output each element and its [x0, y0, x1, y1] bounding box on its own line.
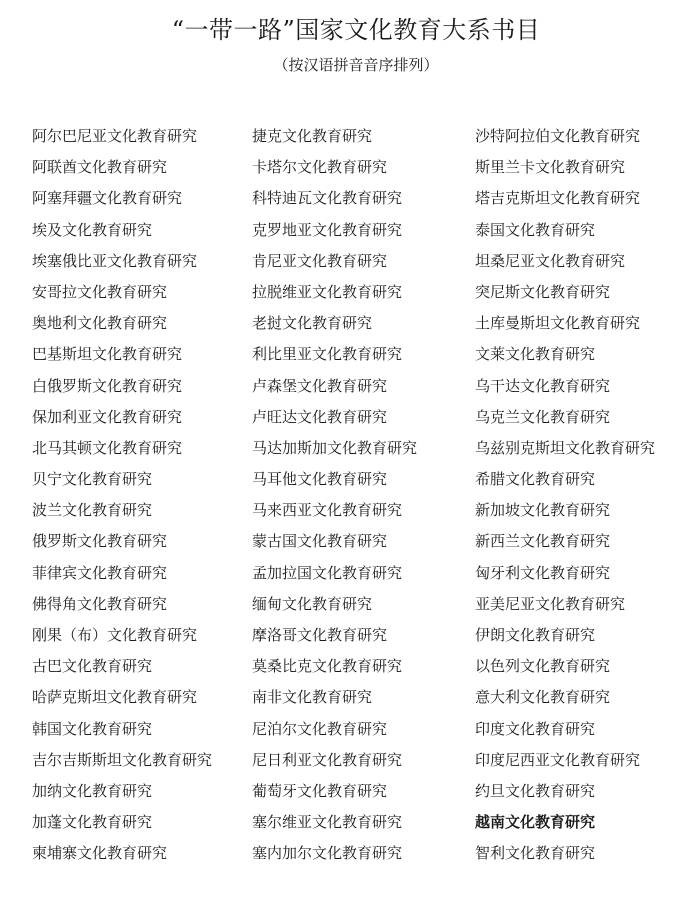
catalog-item: 利比里亚文化教育研究 — [252, 345, 403, 364]
catalog-item: 新加坡文化教育研究 — [475, 501, 611, 520]
catalog-item: 古巴文化教育研究 — [32, 657, 153, 676]
catalog-item: 科特迪瓦文化教育研究 — [252, 189, 403, 208]
catalog-item: 缅甸文化教育研究 — [252, 594, 373, 613]
catalog-item: 泰国文化教育研究 — [475, 220, 596, 239]
catalog-item: 土库曼斯坦文化教育研究 — [475, 314, 641, 333]
catalog-item: 越南文化教育研究 — [475, 813, 596, 832]
catalog-item: 哈萨克斯坦文化教育研究 — [32, 688, 198, 707]
page-subtitle: （按汉语拼音音序排列） — [273, 56, 439, 74]
catalog-item: 智利文化教育研究 — [475, 844, 596, 863]
catalog-item: 沙特阿拉伯文化教育研究 — [475, 127, 641, 145]
catalog-item: 老挝文化教育研究 — [252, 314, 373, 333]
catalog-item: 保加利亚文化教育研究 — [32, 407, 183, 426]
catalog-item: 坦桑尼亚文化教育研究 — [475, 251, 626, 270]
catalog-item: 捷克文化教育研究 — [252, 127, 373, 145]
catalog-item: 孟加拉国文化教育研究 — [252, 563, 403, 582]
catalog-item: 马来西亚文化教育研究 — [252, 501, 403, 520]
catalog-item: 拉脱维亚文化教育研究 — [252, 282, 403, 301]
catalog-item: 柬埔寨文化教育研究 — [32, 844, 168, 863]
catalog-item: 乌克兰文化教育研究 — [475, 407, 611, 426]
catalog-item: 文莱文化教育研究 — [475, 345, 596, 364]
catalog-item: 摩洛哥文化教育研究 — [252, 626, 388, 644]
catalog-item: 匈牙利文化教育研究 — [475, 563, 611, 582]
catalog-item: 卡塔尔文化教育研究 — [252, 158, 388, 177]
catalog-item: 约旦文化教育研究 — [475, 781, 596, 800]
catalog-column-2 — [252, 121, 417, 870]
catalog-item: 巴基斯坦文化教育研究 — [32, 345, 183, 364]
catalog-item: 北马其顿文化教育研究 — [32, 438, 183, 457]
catalog-item: 伊朗文化教育研究 — [475, 626, 596, 644]
catalog-item: 马达加斯加文化教育研究 — [252, 438, 418, 457]
page-header — [0, 10, 700, 76]
catalog-item: 加纳文化教育研究 — [32, 781, 153, 800]
catalog-item: 马耳他文化教育研究 — [252, 470, 388, 489]
catalog-item: 希腊文化教育研究 — [475, 470, 596, 489]
catalog-item: 佛得角文化教育研究 — [32, 594, 168, 613]
catalog-item: 斯里兰卡文化教育研究 — [475, 158, 626, 177]
catalog-column-3 — [475, 121, 655, 870]
catalog-item: 塔吉克斯坦文化教育研究 — [475, 189, 641, 208]
catalog-item: 印度尼西亚文化教育研究 — [475, 750, 641, 769]
catalog-item: 白俄罗斯文化教育研究 — [32, 376, 183, 395]
catalog-item: 阿塞拜疆文化教育研究 — [32, 189, 183, 208]
catalog-item: 新西兰文化教育研究 — [475, 532, 611, 551]
catalog-item: 韩国文化教育研究 — [32, 719, 153, 738]
catalog-item: 印度文化教育研究 — [475, 719, 596, 738]
catalog-item: 俄罗斯文化教育研究 — [32, 532, 168, 551]
catalog-item: 卢旺达文化教育研究 — [252, 407, 388, 426]
catalog-item: 塞内加尔文化教育研究 — [252, 844, 403, 863]
catalog-item: 刚果（布）文化教育研究 — [32, 626, 198, 644]
catalog-item: 埃塞俄比亚文化教育研究 — [32, 251, 198, 270]
catalog-item: 葡萄牙文化教育研究 — [252, 781, 388, 800]
catalog-item: 埃及文化教育研究 — [32, 220, 153, 239]
catalog-item: 亚美尼亚文化教育研究 — [475, 594, 626, 613]
catalog-item: 奥地利文化教育研究 — [32, 314, 168, 333]
catalog-item: 加蓬文化教育研究 — [32, 813, 153, 832]
catalog-item: 阿联酋文化教育研究 — [32, 158, 168, 177]
catalog-item: 阿尔巴尼亚文化教育研究 — [32, 127, 198, 145]
catalog-item: 南非文化教育研究 — [252, 688, 373, 707]
catalog-item: 吉尔吉斯斯坦文化教育研究 — [32, 750, 213, 769]
catalog-item: 卢森堡文化教育研究 — [252, 376, 388, 395]
catalog-item: 以色列文化教育研究 — [475, 657, 611, 676]
catalog-item: 乌干达文化教育研究 — [475, 376, 611, 395]
catalog-item: 菲律宾文化教育研究 — [32, 563, 168, 582]
catalog-item: 乌兹别克斯坦文化教育研究 — [475, 438, 656, 457]
catalog-item: 尼日利亚文化教育研究 — [252, 750, 403, 769]
catalog-item: 贝宁文化教育研究 — [32, 470, 153, 489]
catalog-item: 意大利文化教育研究 — [475, 688, 611, 707]
page-title: “一带一路”国家文化教育大系书目 — [171, 16, 541, 44]
catalog-item: 克罗地亚文化教育研究 — [252, 220, 403, 239]
catalog-item: 肯尼亚文化教育研究 — [252, 251, 388, 270]
catalog-item: 蒙古国文化教育研究 — [252, 532, 388, 551]
catalog-item: 安哥拉文化教育研究 — [32, 282, 168, 301]
catalog-item: 尼泊尔文化教育研究 — [252, 719, 388, 738]
catalog-item: 莫桑比克文化教育研究 — [252, 657, 403, 676]
catalog-item: 波兰文化教育研究 — [32, 501, 153, 520]
catalog-column-1 — [32, 121, 212, 870]
catalog-item: 塞尔维亚文化教育研究 — [252, 813, 403, 832]
catalog-item: 突尼斯文化教育研究 — [475, 282, 611, 301]
